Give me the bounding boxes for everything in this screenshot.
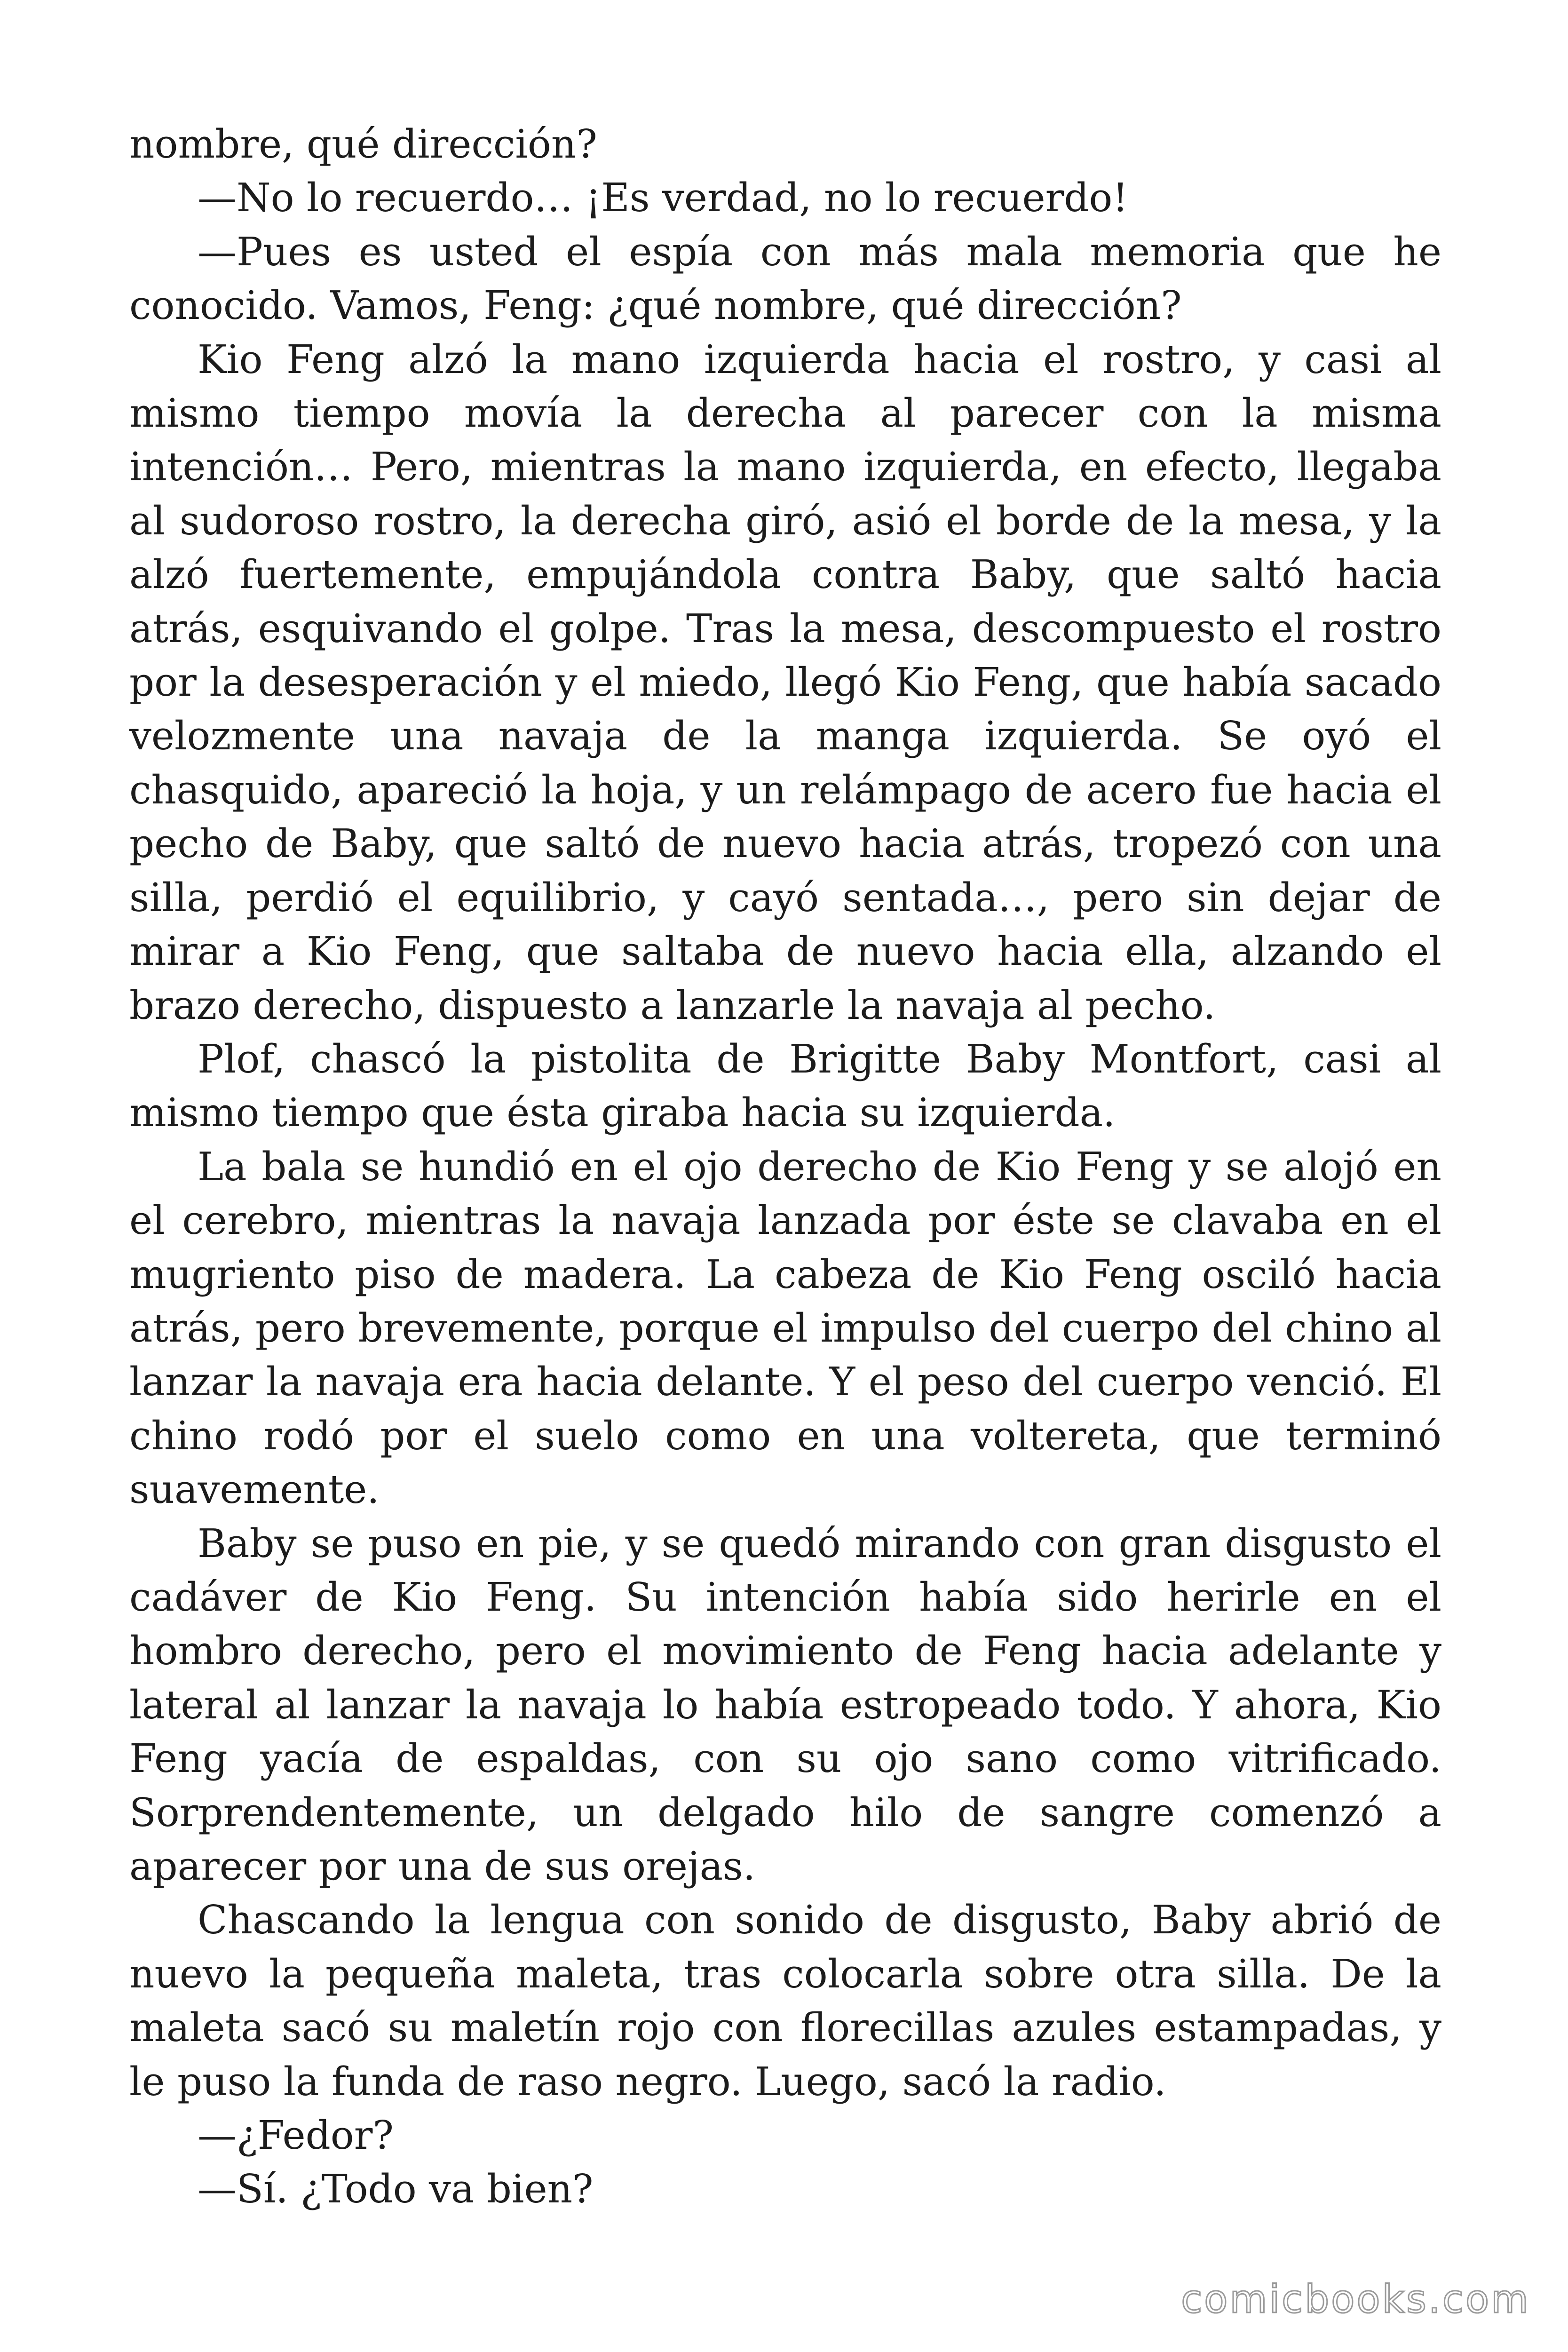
paragraph: La bala se hundió en el ojo derecho de Kio Feng y se alojó en el cerebro, mientras la navaja lanzada por éste se clavaba en el mugriento piso de madera. La cabeza de Kio Feng osciló hacia atrás, pero brevemente, porque el impulso del cuerpo del chino al lanzar la navaja era hacia delante. Y el peso del cuerpo venció. El chino rodó por el suelo como en una voltereta, que terminó suavemente. [129,1144,1441,1513]
page-body-text [129,118,1441,2217]
watermark-text: comicbooks.com [1181,2277,1530,2322]
dialogue-line: —No lo recuerdo… ¡Es verdad, no lo recuerdo! [198,175,1128,221]
dialogue-line: —Sí. ¿Todo va bien? [198,2166,594,2212]
paragraph: Plof, chascó la pistolita de Brigitte Baby Montfort, casi al mismo tiempo que ésta giraba hacia su izquierda. [129,1036,1441,1136]
dialogue-line: —¿Fedor? [198,2113,394,2159]
paragraph-continuation: nombre, qué dirección? [129,121,597,167]
paragraph: Chascando la lengua con sonido de disgusto, Baby abrió de nuevo la pequeña maleta, tras colocarla sobre otra silla. De la maleta sacó su maletín rojo con florecillas azules estampadas, y le puso la funda de raso negro. Luego, sacó la radio. [129,1897,1441,2105]
dialogue-line: —Pues es usted el espía con más mala memoria que he conocido. Vamos, Feng: ¿qué nombre, qué dirección? [129,229,1441,329]
paragraph: Kio Feng alzó la mano izquierda hacia el rostro, y casi al mismo tiempo movía la derecha al parecer con la misma intención… Pero, mientras la mano izquierda, en efecto, llegaba al sudoroso rostro, la derecha giró, asió el borde de la mesa, y la alzó fuertemente, empujándola contra Baby, que saltó hacia atrás, esquivando el golpe. Tras la mesa, descompuesto el rostro por la desesperación y el miedo, llegó Kio Feng, que había sacado velozmente una navaja de la manga izquierda. Se oyó el chasquido, apareció la hoja, y un relámpago de acero fue hacia el pecho de Baby, que saltó de nuevo hacia atrás, tropezó con una silla, perdió el equilibrio, y cayó sentada…, pero sin dejar de mirar a Kio Feng, que saltaba de nuevo hacia ella, alzando el brazo derecho, dispuesto a lanzarle la navaja al pecho. [129,336,1441,1028]
paragraph: Baby se puso en pie, y se quedó mirando con gran disgusto el cadáver de Kio Feng. Su intención había sido herirle en el hombro derecho, pero el movimiento de Feng hacia adelante y lateral al lanzar la navaja lo había estropeado todo. Y ahora, Kio Feng yacía de espaldas, con su ojo sano como vitrificado. Sorprendentemente, un delgado hilo de sangre comenzó a aparecer por una de sus orejas. [129,1520,1441,1889]
